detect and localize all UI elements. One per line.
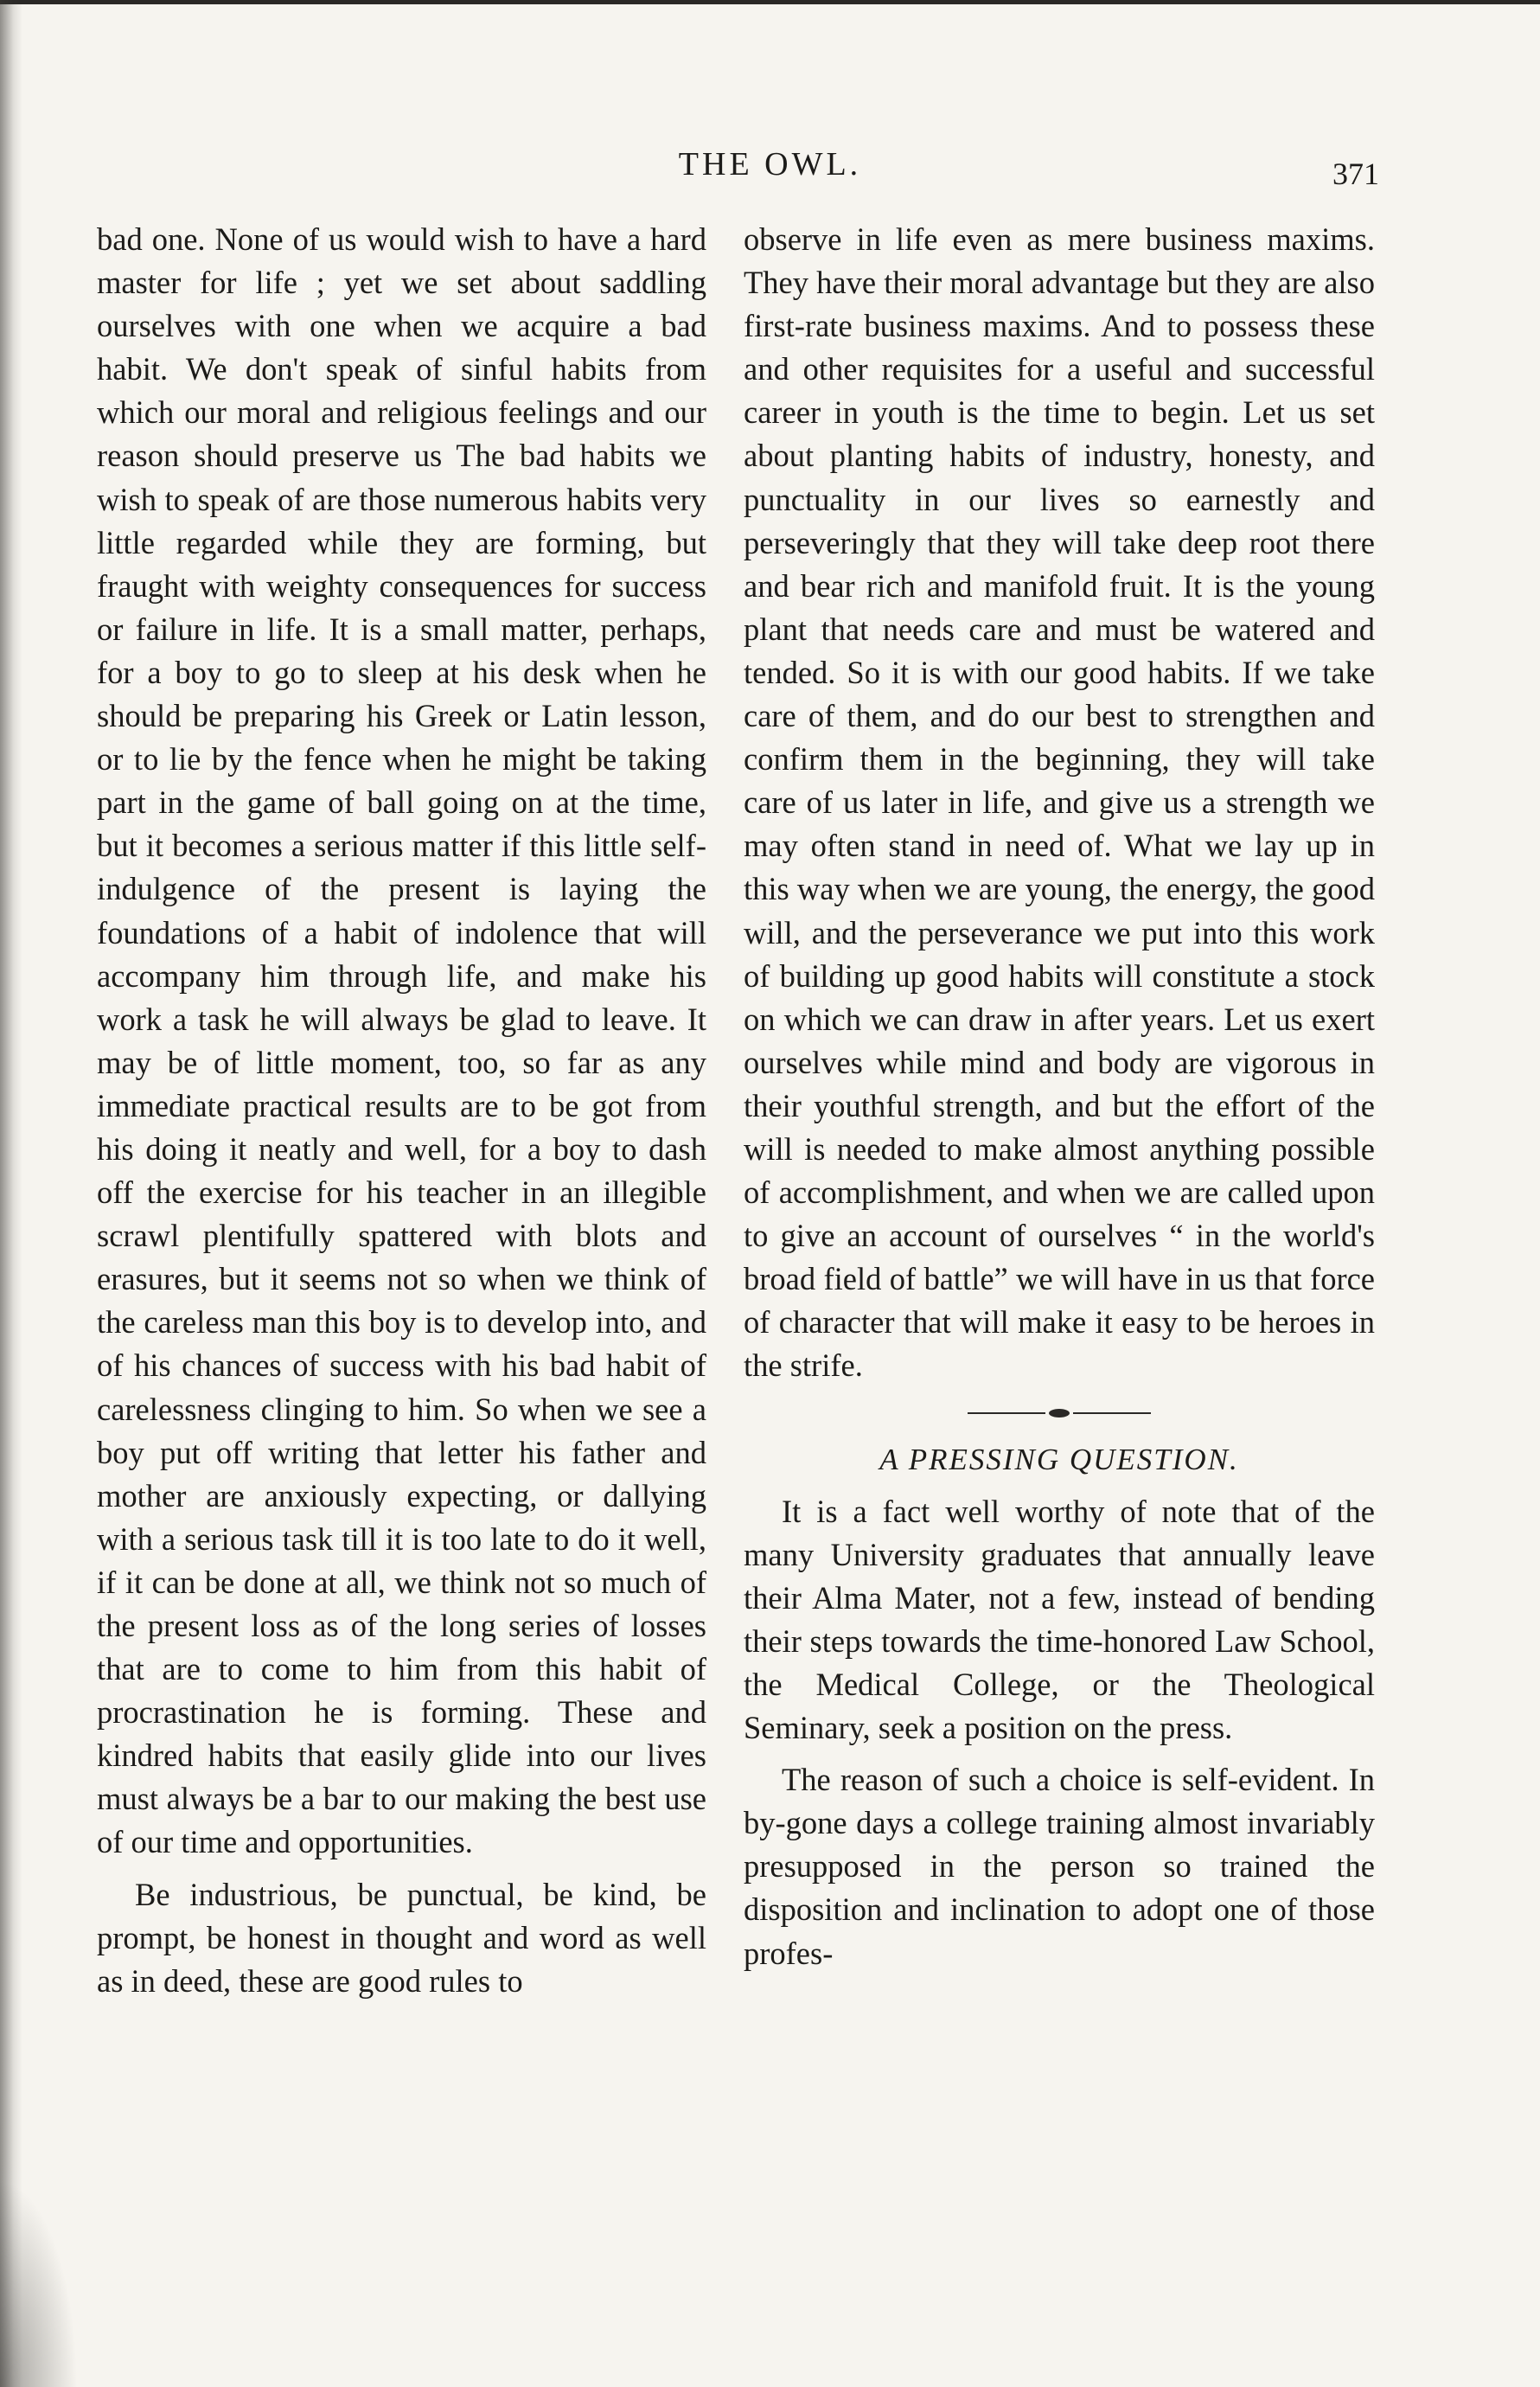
section-heading: A PRESSING QUESTION.: [879, 1442, 1239, 1476]
scan-edge-shadow: [0, 0, 22, 2387]
divider-ornament: [1049, 1409, 1070, 1417]
left-column: [97, 218, 706, 2003]
scan-corner-shadow: [0, 2179, 78, 2387]
paragraph-good-rules: Be industrious, be punctual, be kind, be prompt, be honest in thought and word as well as in deed, these are good rules to: [97, 1876, 706, 1999]
paragraph-reason-choice: The reason of such a choice is self-evident. In by-gone days a college training almost invariably presupposed in the person so trained the disposition and inclination to adopt one of those profes-: [744, 1762, 1375, 1971]
divider-rule-right: [1073, 1412, 1151, 1414]
paragraph-business-maxims: observe in life even as mere business maxims. They have their moral advantage but they are also first-rate business maxims. And to possess these and other requisites for a useful and successful career in youth is the time to begin. Let us set about planting habits of industry, honesty, and punctuality in our lives so earnestly and perseveringly that they will take deep root there and bear rich and manifold fruit. It is the young plant that needs care and must be watered and tended. So it is with our good habits. If we take care of them, and do our best to strengthen and confirm them in the beginning, they will take care of us later in life, and give us a strength we may often stand in need of. What we lay up in this way when we are young, the energy, the good will, and the perseverance we put into this work of building up good habits will constitute a stock on which we can draw in after years. Let us exert ourselves while mind and body are vigorous in their youthful strength, and but the effort of the will is needed to make almost anything possible of accomplishment, and when we are called upon to give an account of ourselves “ in the world's broad field of battle” we will have in us that force of character that will make it easy to be heroes in the strife.: [744, 221, 1375, 1384]
page-top-border: [0, 0, 1540, 4]
running-title: THE OWL.: [678, 146, 862, 182]
page-header: [0, 145, 1540, 197]
section-divider-ornament: [744, 1393, 1375, 1433]
right-column: [744, 218, 1375, 1975]
divider-rule-left: [968, 1412, 1045, 1414]
paragraph-habits-continued: bad one. None of us would wish to have a hard master for life ; yet we set about saddling ourselves with one when we acquire a bad habit. We don't speak of sinful habits from which our moral and religious feelings and our reason should preserve us The bad habits we wish to speak of are those numerous habits very little regarded while they are forming, but fraught with weighty consequences for success or failure in life. It is a small matter, perhaps, for a boy to go to sleep at his desk when he should be preparing his Greek or Latin lesson, or to lie by the fence when he might be taking part in the game of ball going on at the time, but it becomes a serious matter if this little self-indulgence of the present is laying the foundations of a habit of indolence that will accompany him through life, and make his work a task he will always be glad to leave. It may be of little moment, too, so far as any immediate practical results are to be got from his doing it neatly and well, for a boy to dash off the exercise for his teacher in an illegible scrawl plentifully spattered with blots and erasures, but it seems not so when we think of the careless man this boy is to develop into, and of his chances of success with his bad habit of carelessness clinging to him. So when we see a boy put off writing that letter his father and mother are anxiously expecting, or dallying with a serious task till it is too late to do it well, if it can be done at all, we think not so much of the present loss as of the long series of losses that are to come to him from this habit of procrastination he is forming. These and kindred habits that easily glide into our lives must always be a bar to our making the best use of our time and opportunities.: [97, 221, 706, 1860]
paragraph-graduates-press: It is a fact well worthy of note that of the many University graduates that annually leave their Alma Mater, not a few, instead of bending their steps towards the time-honored Law School, the Medical College, or the Theological Seminary, seek a position on the press.: [744, 1493, 1375, 1746]
page-number: 371: [1332, 157, 1379, 191]
